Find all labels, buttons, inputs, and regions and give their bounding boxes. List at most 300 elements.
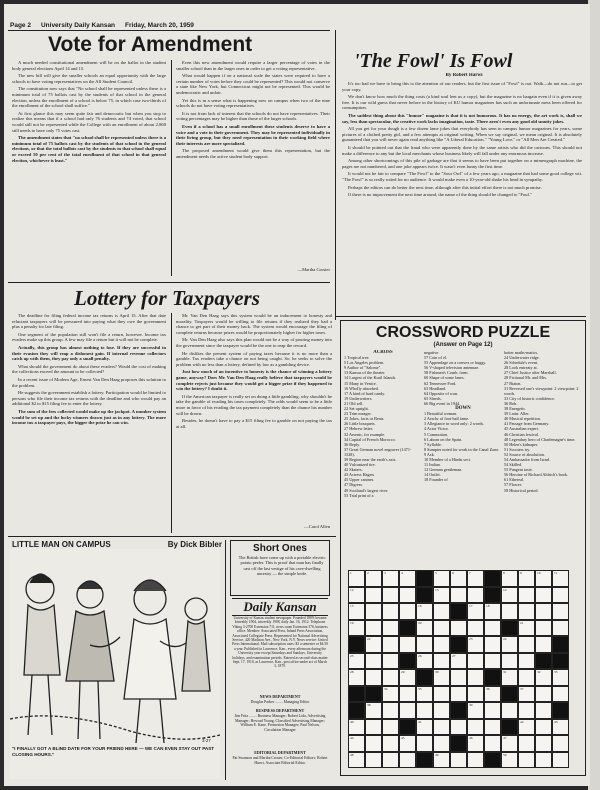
grid-cell: 35 bbox=[416, 686, 433, 703]
clue: 18 Founder of bbox=[424, 477, 448, 483]
clue: 4 Actor Victor. bbox=[424, 426, 449, 432]
clue: 58 Historical period. bbox=[504, 487, 539, 493]
grid-block bbox=[501, 719, 518, 736]
grid-block bbox=[416, 752, 433, 769]
staff-info: University of Kansas student newspaper. Founded 1889; became biweekly 1904, triweekly 1908, daily Jan. 16, 1912. Telephone Viking 3-2700 Extension 711, news room Extension 376, business office. Member: Associated Press, Inland Press Association, Associated Collegiate Press. Represented for National Advertising Service, 420 Madison Ave., New York, N.Y. News service: United Press International. Mail subscription rates: $3 a semester or $4.50 a year. Published in Lawrence, Kan., every afternoon during the University year except Saturdays and Sundays, University holidays, and examination periods. Entered as second-class matter Sept. 17, 1910, at Lawrence, Kan., post office under act of March 3, 1879. bbox=[232, 616, 328, 669]
grid-cell: 27 bbox=[450, 653, 467, 670]
grid-cell bbox=[365, 603, 382, 620]
cartoon-divider bbox=[225, 540, 226, 780]
grid-cell: 6 bbox=[450, 570, 467, 587]
clue: 1 Beautiful woman. bbox=[424, 411, 458, 417]
paragraph: It should be pointed out that the fraud who were apparently done by the same artists who did the cartoons. This should not make a difference to any but the local merchants whose business likely will fall under any enormous increase. bbox=[342, 144, 582, 156]
grid-cell bbox=[382, 735, 399, 752]
clue: 43 Actress Hagen. bbox=[344, 472, 375, 478]
grid-block bbox=[552, 653, 569, 670]
business-dept-head: BUSINESS DEPARTMENT bbox=[255, 708, 305, 713]
grid-block bbox=[416, 570, 433, 587]
paragraph: The proposed amendment would give them this representation, but the amendment needs the active student body support. bbox=[176, 148, 330, 159]
grid-cell bbox=[365, 669, 382, 686]
clue: negative. bbox=[424, 350, 440, 355]
clue: 27 Biaton. bbox=[504, 380, 522, 386]
grid-cell bbox=[365, 735, 382, 752]
grid-cell: 22 bbox=[365, 636, 382, 653]
paragraph: What should the government do about these evaders? Would the cost of making the collections exceed the amount to be collected? bbox=[12, 363, 166, 375]
grid-cell: 19 bbox=[348, 620, 365, 637]
paragraph: One segment of the population still won't file a return, however. Income tax evaders make up this group. A few may file a return but it will not be complete. bbox=[12, 331, 166, 343]
grid-block bbox=[416, 669, 433, 686]
grid-cell bbox=[535, 735, 552, 752]
clue: 11 Indian. bbox=[424, 462, 441, 468]
clue: 47 Digress. bbox=[344, 482, 364, 488]
crossword-title: CROSSWORD PUZZLE bbox=[375, 324, 551, 341]
page-number: Page 2 bbox=[10, 22, 31, 29]
grid-cell bbox=[382, 653, 399, 670]
vote-byline: —Martha Crosier bbox=[297, 267, 330, 272]
grid-block bbox=[399, 620, 416, 637]
fowl-headline: 'The Fowl' Is Fowl bbox=[354, 50, 513, 72]
grid-cell: 29 bbox=[399, 669, 416, 686]
grid-cell: 41 bbox=[416, 719, 433, 736]
grid-cell bbox=[433, 735, 450, 752]
cartoon-author: By Dick Bibler bbox=[167, 540, 222, 549]
clue: 52 Source of absolution. bbox=[504, 451, 545, 457]
grid-cell bbox=[382, 669, 399, 686]
grid-cell bbox=[535, 686, 552, 703]
grid-cell: 20 bbox=[416, 620, 433, 637]
news-dept: Douglas Parker ........ Managing Editor bbox=[250, 700, 310, 704]
paragraph: At first glance this may seem quite fair and democratic but when you stop to realize this means that if a school had only 76 students and 74 voted, that school would still not be represented while the College with an enrollment of about 2,860 still needs to have only 75 votes cast. bbox=[12, 110, 166, 133]
grid-cell: 37 bbox=[518, 686, 535, 703]
grid-cell: 13 bbox=[433, 587, 450, 604]
grid-block bbox=[501, 620, 518, 637]
paragraph: He suggests the government establish a lottery. Participation would be limited to persons who file their income tax returns with the deadline and who would pay an additional $2 to $15 filing fee to enter the lottery. bbox=[12, 390, 166, 407]
grid-cell bbox=[518, 735, 535, 752]
crossword-grid bbox=[348, 570, 578, 770]
clue: 31 Reversed one's viewpoint: 2 viewpoint: 2 words. bbox=[504, 385, 579, 396]
clue: 66 Big event in 1944. bbox=[424, 400, 461, 406]
clue: 28 Fictional Mr. and Mrs. bbox=[504, 375, 548, 381]
paragraph: The deadline for filing federal income tax returns is April 15. After that date reluctant taxpayers will be pressured into paying what they owe the government plus a penalty for late filing. bbox=[12, 313, 166, 330]
clue-heading: ACROSS bbox=[373, 350, 393, 355]
grid-cell bbox=[518, 702, 535, 719]
news-dept-head: NEWS DEPARTMENT bbox=[259, 694, 301, 699]
page-divider-top bbox=[335, 30, 336, 320]
grid-cell: 43 bbox=[552, 719, 569, 736]
lottery-column-1 bbox=[12, 313, 166, 531]
grid-block bbox=[552, 702, 569, 719]
grid-cell bbox=[484, 620, 501, 637]
grid-cell bbox=[365, 752, 382, 769]
paragraph: If the American taxpayer is really set on doing a little gambling, why shouldn't he take the gamble of evading his taxes completely. The odds would seem to be a little more in favor of his evading the tax payment completely than the chance his number will be drawn. bbox=[176, 393, 332, 416]
lottery-column-2 bbox=[176, 313, 332, 523]
grid-block bbox=[484, 669, 501, 686]
clue: 56 Heroine of Richard Aldrich's book. bbox=[504, 472, 569, 478]
clue: 34 Capital of French Morocco. bbox=[344, 436, 396, 442]
grid-block bbox=[416, 587, 433, 604]
clues-column-1 bbox=[344, 350, 422, 570]
grid-cell bbox=[467, 752, 484, 769]
clue: 38 Energetic. bbox=[504, 406, 527, 412]
grid-cell bbox=[382, 752, 399, 769]
clue: 5 Los Angeles problem. bbox=[344, 360, 385, 366]
grid-cell bbox=[382, 603, 399, 620]
clue: 32 Arsenic, for example. bbox=[344, 431, 386, 437]
grid-cell bbox=[433, 620, 450, 637]
clue: 23 Trim meager. bbox=[344, 411, 372, 417]
grid-block bbox=[399, 719, 416, 736]
grid-block bbox=[450, 603, 467, 620]
paragraph: Mr. Van Den Haag also says this plan would not be a way of pouring money into the government since the taxpayer would be the one to reap the reward. bbox=[176, 337, 332, 348]
grid-block bbox=[450, 636, 467, 653]
paragraph: Even if a school has a small enrollment these students deserve to have a voice and a vote in their government. They may be represented individually in their living group, but they need representation in their working field where their interests are more specialized. bbox=[176, 123, 330, 146]
clue: 14 Largest of the Kuril Islands. bbox=[344, 375, 397, 381]
cartoon-header bbox=[12, 540, 222, 549]
grid-cell bbox=[399, 702, 416, 719]
grid-cell bbox=[450, 719, 467, 736]
grid-cell bbox=[382, 702, 399, 719]
clue: 45 Australian expert. bbox=[504, 426, 540, 432]
clue: 37 Great German novel engraver (1471-1528). bbox=[344, 446, 412, 457]
grid-cell bbox=[433, 653, 450, 670]
clue: 39 Latin: Aller. bbox=[504, 411, 530, 417]
grid-block bbox=[535, 653, 552, 670]
grid-cell: 33 bbox=[552, 669, 569, 686]
clue: 55 Appendage on a convex or buggy. bbox=[424, 360, 487, 366]
grid-block bbox=[484, 752, 501, 769]
clue: 56 V-shaped television antennae. bbox=[424, 365, 480, 371]
paragraph: Even this new amendment would require a larger percentage of votes in the smaller school than in the larger ones in order to get a voting representative. bbox=[176, 60, 330, 71]
clue: 50 Helen's kidnaper. bbox=[504, 441, 539, 447]
clue: 3 Allegiance in word only: 2 words. bbox=[424, 421, 485, 427]
paragraph: Besides, he doesn't have to pay a $15 filing fee to gamble on not paying the tax at all. bbox=[176, 418, 332, 429]
clue: 21 Old sell. bbox=[344, 400, 364, 406]
clue: 15 Many in Venice. bbox=[344, 380, 377, 386]
grid-cell: 24 bbox=[501, 636, 518, 653]
fowl-body bbox=[342, 81, 582, 313]
clue: 19 Underwriters. bbox=[344, 395, 373, 401]
staff-logo: Daily Kansan bbox=[232, 598, 328, 616]
grid-cell bbox=[433, 636, 450, 653]
grid-cell: 23 bbox=[467, 636, 484, 653]
paragraph: He dislikes the present system of paying taxes because it is no more than a gamble. Tax evaders take a chance on not being caught. So, he seeks to solve the problem with no less than a lottery, defined by law as a gambling device. bbox=[176, 350, 332, 367]
grid-block bbox=[365, 686, 382, 703]
cartoon-date-label: 3-27 bbox=[202, 738, 211, 743]
grid-cell: 28 bbox=[348, 669, 365, 686]
issue-date: Friday, March 20, 1959 bbox=[125, 22, 194, 29]
grid-cell bbox=[518, 587, 535, 604]
grid-cell bbox=[552, 620, 569, 637]
grid-block bbox=[501, 686, 518, 703]
grid-cell bbox=[552, 735, 569, 752]
grid-cell: 5 bbox=[433, 570, 450, 587]
grid-cell bbox=[501, 702, 518, 719]
grid-cell bbox=[535, 603, 552, 620]
grid-cell: 9 bbox=[518, 570, 535, 587]
grid-cell: 49 bbox=[433, 752, 450, 769]
paragraph: A much needed constitutional amendment will be on the ballot in the student body general elections April 14 and 15. bbox=[12, 60, 166, 71]
grid-block bbox=[552, 636, 569, 653]
paragraph: The constitution now says that "No school shall be represented unless there is a minimum total of 75 ballots cast by the students of that school in the general election, unless the enrollment of a school is below 75, in which case two-thirds of the enrollment of the school shall suffice." bbox=[12, 86, 166, 109]
masthead bbox=[10, 22, 330, 29]
paragraph: If there is no improvement the next time around, the name of the thing should be changed to "Foul." bbox=[348, 192, 532, 198]
paragraph: It would not be fair to compare "The Fowl" to the "Sour Owl" of a few years ago, a magazine that had some good college wit. "The Fowl" is so really rotted for no audience. It would make even a 10-year-old shake his head in sympathy. bbox=[342, 171, 582, 182]
clue: 12 German gentleman. bbox=[424, 467, 463, 473]
clue: 54 Skilled. bbox=[504, 462, 523, 468]
grid-block bbox=[450, 735, 467, 752]
grid-cell bbox=[365, 719, 382, 736]
clue: 54 Ambassador from Israel. bbox=[504, 456, 551, 462]
grid-cell bbox=[382, 719, 399, 736]
grid-cell bbox=[399, 587, 416, 604]
grid-block bbox=[484, 587, 501, 604]
grid-cell: 26 bbox=[416, 653, 433, 670]
grid-cell: 31 bbox=[501, 669, 518, 686]
vote-headline: Vote for Amendment bbox=[48, 33, 253, 56]
editorial-dept-head: EDITORIAL DEPARTMENT bbox=[254, 750, 306, 755]
grid-cell bbox=[535, 620, 552, 637]
clue: 58 Fishmen's Comb. form. bbox=[424, 370, 469, 376]
grid-cell: 45 bbox=[399, 735, 416, 752]
clue: 48 Legendary hero of Charlemagne's time. bbox=[504, 436, 576, 442]
paragraph: Among other shortcomings of this pile of garbage are that it seems to have been put together on a mimeograph machine, the pages are not numbered, and one joke appears twice. It wasn't even funny the first time. bbox=[342, 158, 582, 169]
grid-cell bbox=[382, 587, 399, 604]
grid-cell: 14 bbox=[501, 587, 518, 604]
grid-cell bbox=[535, 636, 552, 653]
clue: 26 Little bouquets. bbox=[344, 421, 376, 427]
clue: 49 Scotland's largest river. bbox=[344, 487, 389, 493]
paragraph: The saddest thing about this "humor" magazine is that it is not humorous. It has no energy, the art work is, shall we say, less than spectacular, the creative work lacks imagination, taste. There aren't even any good old smutty jokes. bbox=[342, 112, 582, 124]
clue: 22 Set upright. bbox=[344, 406, 369, 412]
grid-cell: 18 bbox=[484, 603, 501, 620]
grid-cell bbox=[501, 653, 518, 670]
grid-cell bbox=[365, 620, 382, 637]
grid-cell: 32 bbox=[535, 669, 552, 686]
clue: 9 Ask. bbox=[424, 451, 435, 457]
grid-cell: 48 bbox=[348, 752, 365, 769]
grid-cell bbox=[484, 653, 501, 670]
grid-cell: 47 bbox=[501, 735, 518, 752]
clue: 16 Wholly absorbed. bbox=[344, 385, 379, 391]
paragraph: The sum of the fees collected would make up the jackpot. A number system would be set up and the lucky winners drawn just as in any lottery. The more income tax a taxpayer pays, the bigger the prize he can win. bbox=[12, 408, 166, 426]
grid-cell: 46 bbox=[467, 735, 484, 752]
grid-cell bbox=[416, 636, 433, 653]
grid-cell: 15 bbox=[348, 603, 365, 620]
grid-cell bbox=[501, 603, 518, 620]
grid-block bbox=[348, 702, 365, 719]
grid-cell bbox=[484, 719, 501, 736]
vote-column-2 bbox=[176, 60, 330, 286]
fowl-bottom-rule bbox=[336, 316, 586, 317]
clue: 6 Laborn on the Spain. bbox=[424, 436, 463, 442]
clue: 17 A kind of hard candy. bbox=[344, 390, 386, 396]
grid-cell: 36 bbox=[484, 686, 501, 703]
paragraph: In a recent issue of Modern Age, Ernest Van Den Haag proposes this solution to the problem. bbox=[12, 376, 166, 388]
paragraph: It is not from lack of interest that the schools do not have representatives. Their voting percentages may be higher than those of the larger schools. bbox=[176, 110, 330, 122]
grid-block bbox=[484, 570, 501, 587]
grid-cell bbox=[552, 587, 569, 604]
grid-cell: 8 bbox=[501, 570, 518, 587]
clue: 51 Scooters try. bbox=[504, 446, 531, 452]
grid-cell: 34 bbox=[382, 686, 399, 703]
clue: 42 Skaters. bbox=[344, 467, 363, 473]
grid-cell: 4 bbox=[399, 570, 416, 587]
grid-cell bbox=[518, 669, 535, 686]
grid-cell bbox=[535, 719, 552, 736]
grid-block bbox=[348, 686, 365, 703]
clue: 65 Shreds. bbox=[424, 395, 442, 401]
grid-cell bbox=[467, 587, 484, 604]
section-rule bbox=[8, 282, 330, 283]
clue: 28 Look entreaty at. bbox=[504, 365, 538, 371]
paragraph: Just how much of an incentive to honesty is the chance of winning a lottery game, anyway? Does Mr. Van Den Haag really believe that taxpayers would be complete rejects just because they would get a bigger prize if they happened to win the lottery? I doubt it. bbox=[176, 369, 332, 392]
grid-cell bbox=[433, 603, 450, 620]
fowl-byline: By Robert Harwi bbox=[445, 73, 483, 78]
grid-cell bbox=[518, 636, 535, 653]
clues-column-2 bbox=[424, 350, 502, 570]
grid-cell bbox=[450, 686, 467, 703]
clue: 39 Region near the earth's axis. bbox=[344, 456, 397, 462]
grid-cell: 50 bbox=[501, 752, 518, 769]
paragraph: We don't know how much the thing costs (a kind soul lent us a copy), but the magazine is no bargain even if it is given away free. It is our wild guess that never before in the history of KU humor magazines has such an unfortunate mess been offered for consumption. bbox=[342, 94, 582, 111]
grid-cell bbox=[518, 752, 535, 769]
clue: 9 Author of "Salome". bbox=[344, 365, 382, 371]
grid-cell bbox=[552, 686, 569, 703]
grid-cell bbox=[552, 752, 569, 769]
clue: 27 Hebrew letter. bbox=[344, 426, 373, 432]
clue: 7 Syllable. bbox=[424, 441, 442, 447]
grid-cell bbox=[433, 686, 450, 703]
grid-cell bbox=[382, 636, 399, 653]
clue: 57 Coin of el. bbox=[424, 355, 448, 361]
grid-cell bbox=[450, 752, 467, 769]
grid-cell: 17 bbox=[467, 603, 484, 620]
short-ones-title: Short Ones bbox=[253, 543, 307, 554]
grid-block bbox=[450, 702, 467, 719]
grid-cell bbox=[416, 735, 433, 752]
grid-cell: 38 bbox=[365, 702, 382, 719]
clue: 10 Member of a Hindu sect. bbox=[424, 456, 471, 462]
grid-cell bbox=[399, 603, 416, 620]
grid-cell: 25 bbox=[348, 653, 365, 670]
paragraph: It's too bad we have to bring this to the attention of our readers, but the first issue of "Fowl" is out. Walk—do not run—to get your copy. bbox=[342, 81, 582, 92]
grid-cell: 1 bbox=[348, 570, 365, 587]
clue: 63 Headland. bbox=[424, 385, 447, 391]
lottery-byline: —Carol Allen bbox=[304, 524, 330, 529]
grid-cell bbox=[535, 587, 552, 604]
clue: 1 Tropical tree. bbox=[344, 355, 370, 361]
grid-cell: 7 bbox=[467, 570, 484, 587]
grid-block bbox=[348, 636, 365, 653]
grid-cell bbox=[399, 686, 416, 703]
paragraph: All you get for your dough is a few dozen lame jokes that everybody has seen in campus humor magazines for years, some pictures of a clothed pretty girl, and a few attempts at original writing. When we say original, we mean original. It is absolutely guaranteed that you will never again read anything like "A Liberal Education," "Young Love," or "All Men Are Created." bbox=[342, 126, 582, 143]
clue: hotter maths-matics. bbox=[504, 350, 539, 355]
clue: 40 Musical repetition. bbox=[504, 416, 541, 422]
grid-cell: 21 bbox=[518, 620, 535, 637]
editorial-dept: Pat Swanson and Martha Crosier, Co-Editorial Editors; Robert Harwi, Associate Editorial Editor. bbox=[232, 756, 328, 765]
grid-cell: 30 bbox=[433, 669, 450, 686]
grid-block bbox=[399, 653, 416, 670]
paragraph: The new bill will give the smaller schools an equal opportunity with the large schools to have voting representatives on the All Student Council. bbox=[12, 73, 166, 84]
clue: 62 Tennessee Ford. bbox=[424, 380, 457, 386]
grid-cell bbox=[450, 620, 467, 637]
cartoon-caption: "I FINALLY GOT A BLIND DATE FOR YOUR FRIEND HERE — WE CAN EVEN STAY OUT PAST CLOSING HOURS." bbox=[12, 746, 215, 757]
grid-cell bbox=[535, 702, 552, 719]
clue: 64 Opposite of wan. bbox=[424, 390, 458, 396]
grid-cell bbox=[467, 686, 484, 703]
clue: 36 Rob. bbox=[504, 400, 518, 406]
paragraph: Mr. Van Den Haag says this system would be an inducement to honesty and morality. Taxpayers would be willing to file returns if they realized they had a chance to get part of their money back. The system would encourage the filing of complete returns because prizes would be proportionately higher for higher taxes. bbox=[176, 313, 332, 335]
grid-cell: 11 bbox=[552, 570, 569, 587]
grid-cell bbox=[450, 669, 467, 686]
grid-cell bbox=[365, 587, 382, 604]
grid-cell bbox=[467, 669, 484, 686]
clues-column-3 bbox=[504, 350, 582, 570]
grid-cell bbox=[382, 620, 399, 637]
grid-cell bbox=[365, 653, 382, 670]
clue: 45 Upper canines. bbox=[344, 477, 375, 483]
grid-cell bbox=[484, 702, 501, 719]
vote-column-1 bbox=[12, 60, 166, 286]
vote-divider bbox=[171, 60, 172, 276]
newspaper-page bbox=[4, 4, 590, 786]
clue: 46 Christian festival. bbox=[504, 431, 540, 437]
grid-cell bbox=[535, 752, 552, 769]
business-dept: Jim Fritz ........ Business Manager; Robert Lida, Advertising Manager; Howard Young, Classified Advertising Manager; William E. Kane, Promotion Manager; Paul Nelson, Circulation Manager bbox=[234, 714, 326, 732]
cartoon-drawing bbox=[10, 549, 220, 779]
grid-cell bbox=[399, 752, 416, 769]
clue: 25 Jokes, facts or Beats. bbox=[344, 416, 385, 422]
clue-heading: DOWN bbox=[455, 406, 471, 412]
grid-cell: 3 bbox=[382, 570, 399, 587]
grid-cell bbox=[484, 735, 501, 752]
lottery-headline: Lottery for Taxpayers bbox=[74, 286, 260, 310]
grid-cell bbox=[416, 702, 433, 719]
grid-cell bbox=[467, 719, 484, 736]
crossword-subtitle: (Answer on Page 12) bbox=[433, 342, 493, 348]
clue: 40 Vulcanized tire. bbox=[344, 462, 376, 468]
grid-cell: 2 bbox=[365, 570, 382, 587]
grid-cell: 10 bbox=[535, 570, 552, 587]
masthead-rule bbox=[8, 30, 330, 31]
clue: 26 Schedule's event. bbox=[504, 360, 539, 366]
grid-cell: 40 bbox=[348, 719, 365, 736]
short-ones-text: The British have come up with a portable electric potato peeler. This is proof that man has finally cast off the last vestige of his cave-dwelling ancestry — the simple knife. bbox=[238, 555, 326, 576]
clue: 8 Sumpter noted for work in the Canal Zone. bbox=[424, 446, 500, 452]
grid-cell bbox=[450, 587, 467, 604]
lottery-divider bbox=[171, 313, 172, 533]
clue: 14 Outlet. bbox=[424, 472, 441, 478]
section-rule-2 bbox=[8, 536, 336, 537]
grid-cell: 39 bbox=[467, 702, 484, 719]
grid-cell bbox=[433, 719, 450, 736]
grid-cell bbox=[518, 603, 535, 620]
clue: 61 Ethereal. bbox=[504, 477, 525, 483]
clue: 55 Pungent taste. bbox=[504, 467, 533, 473]
clue: 2 Aeschr of foot-ball fame. bbox=[424, 416, 470, 422]
clue: 5 Commotion. bbox=[424, 431, 449, 437]
grid-cell bbox=[552, 603, 569, 620]
clue: 36 Reply. bbox=[344, 441, 361, 447]
grid-cell bbox=[433, 702, 450, 719]
paper-name: University Daily Kansan bbox=[40, 22, 116, 29]
paragraph: Actually, this group has almost nothing to lose. If they are successful in their evasion they will reap a dishonest gain. If internal revenue collectors catch up with them, they pay only a small penalty. bbox=[12, 344, 166, 362]
grid-cell: 42 bbox=[518, 719, 535, 736]
clue: 53 Trial print of a bbox=[344, 492, 374, 498]
clue: 24 Underwater ridge. bbox=[504, 355, 540, 361]
clue: 27 Chief Justice after Marshall. bbox=[504, 370, 557, 376]
paragraph: The amendment states that "no school shall be represented unless there is a minimum total of 75 ballots cast by the students of that school in the general elections, or that the total ballots cast by the students in that school shall equal or exceed 50 per cent of the total enrollment of that school in that general election, whichever is least." bbox=[12, 135, 166, 163]
grid-cell: 16 bbox=[416, 603, 433, 620]
